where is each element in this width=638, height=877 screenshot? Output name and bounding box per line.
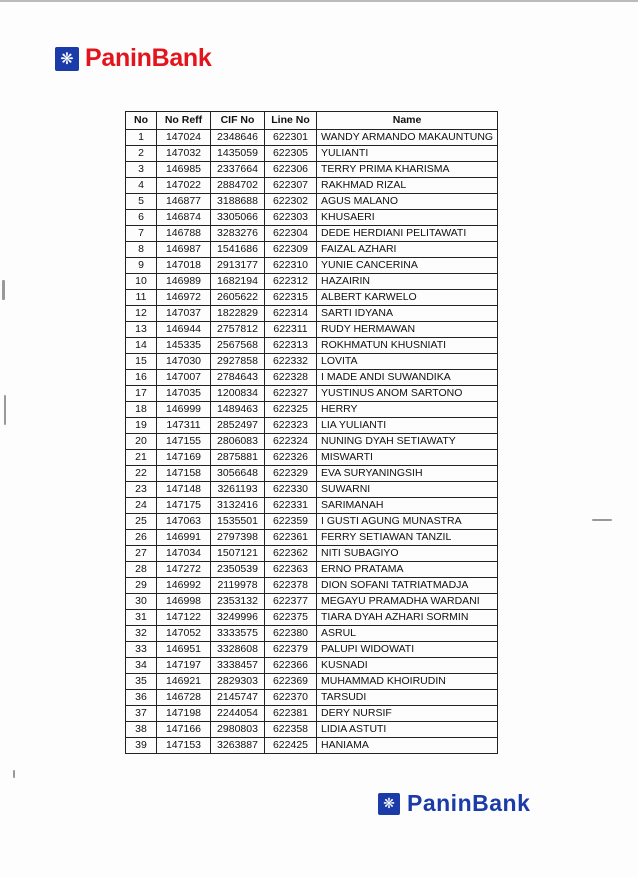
table-row bbox=[126, 226, 498, 242]
row-cif: 3283276 bbox=[211, 226, 265, 242]
row-no: 18 bbox=[126, 402, 157, 418]
table-row bbox=[126, 466, 498, 482]
row-no: 24 bbox=[126, 498, 157, 514]
row-no: 32 bbox=[126, 626, 157, 642]
row-cif: 3132416 bbox=[211, 498, 265, 514]
row-no: 19 bbox=[126, 418, 157, 434]
row-cif: 2337664 bbox=[211, 162, 265, 178]
row-no: 7 bbox=[126, 226, 157, 242]
row-line: 622377 bbox=[265, 594, 317, 610]
row-no: 28 bbox=[126, 562, 157, 578]
table-row bbox=[126, 418, 498, 434]
table-row bbox=[126, 178, 498, 194]
table-row bbox=[126, 658, 498, 674]
cross-logo-icon: ❋ bbox=[378, 793, 400, 815]
row-name: RAKHMAD RIZAL bbox=[317, 178, 498, 194]
row-name: SARIMANAH bbox=[317, 498, 498, 514]
table-row bbox=[126, 562, 498, 578]
row-line: 622328 bbox=[265, 370, 317, 386]
row-cif: 2875881 bbox=[211, 450, 265, 466]
row-no: 14 bbox=[126, 338, 157, 354]
row-name: ALBERT KARWELO bbox=[317, 290, 498, 306]
row-name: SARTI IDYANA bbox=[317, 306, 498, 322]
row-cif: 2829303 bbox=[211, 674, 265, 690]
row-name: TIARA DYAH AZHARI SORMIN bbox=[317, 610, 498, 626]
row-line: 622303 bbox=[265, 210, 317, 226]
row-cif: 3328608 bbox=[211, 642, 265, 658]
row-reff: 146992 bbox=[157, 578, 211, 594]
table-row bbox=[126, 690, 498, 706]
row-no: 8 bbox=[126, 242, 157, 258]
row-cif: 2980803 bbox=[211, 722, 265, 738]
brand-wordmark bbox=[85, 44, 212, 73]
table-row bbox=[126, 722, 498, 738]
row-reff: 147197 bbox=[157, 658, 211, 674]
row-line: 622329 bbox=[265, 466, 317, 482]
table-row bbox=[126, 498, 498, 514]
row-reff: 147198 bbox=[157, 706, 211, 722]
col-cif-header: CIF No bbox=[211, 112, 265, 130]
table-row bbox=[126, 290, 498, 306]
row-line: 622331 bbox=[265, 498, 317, 514]
table-row bbox=[126, 338, 498, 354]
row-reff: 147024 bbox=[157, 130, 211, 146]
table-row bbox=[126, 386, 498, 402]
row-line: 622380 bbox=[265, 626, 317, 642]
table-row bbox=[126, 610, 498, 626]
row-line: 622306 bbox=[265, 162, 317, 178]
row-no: 33 bbox=[126, 642, 157, 658]
row-name: AGUS MALANO bbox=[317, 194, 498, 210]
row-reff: 147158 bbox=[157, 466, 211, 482]
table-row bbox=[126, 242, 498, 258]
row-cif: 2348646 bbox=[211, 130, 265, 146]
row-no: 25 bbox=[126, 514, 157, 530]
row-cif: 1489463 bbox=[211, 402, 265, 418]
col-name-header: Name bbox=[317, 112, 498, 130]
col-line-header: Line No bbox=[265, 112, 317, 130]
table-row bbox=[126, 258, 498, 274]
row-line: 622425 bbox=[265, 738, 317, 754]
row-reff: 147035 bbox=[157, 386, 211, 402]
row-line: 622363 bbox=[265, 562, 317, 578]
row-name: YUSTINUS ANOM SARTONO bbox=[317, 386, 498, 402]
table-row bbox=[126, 354, 498, 370]
row-name: TARSUDI bbox=[317, 690, 498, 706]
row-cif: 3305066 bbox=[211, 210, 265, 226]
table-row bbox=[126, 402, 498, 418]
row-reff: 147007 bbox=[157, 370, 211, 386]
row-name: I MADE ANDI SUWANDIKA bbox=[317, 370, 498, 386]
row-name: YUNIE CANCERINA bbox=[317, 258, 498, 274]
row-no: 26 bbox=[126, 530, 157, 546]
row-line: 622311 bbox=[265, 322, 317, 338]
row-no: 3 bbox=[126, 162, 157, 178]
row-name: FERRY SETIAWAN TANZIL bbox=[317, 530, 498, 546]
table-row bbox=[126, 626, 498, 642]
row-line: 622312 bbox=[265, 274, 317, 290]
row-cif: 2884702 bbox=[211, 178, 265, 194]
row-line: 622304 bbox=[265, 226, 317, 242]
table-row bbox=[126, 514, 498, 530]
row-line: 622325 bbox=[265, 402, 317, 418]
row-line: 622309 bbox=[265, 242, 317, 258]
row-name: FAIZAL AZHARI bbox=[317, 242, 498, 258]
row-no: 38 bbox=[126, 722, 157, 738]
row-no: 27 bbox=[126, 546, 157, 562]
row-line: 622366 bbox=[265, 658, 317, 674]
row-line: 622370 bbox=[265, 690, 317, 706]
row-cif: 3263887 bbox=[211, 738, 265, 754]
row-line: 622330 bbox=[265, 482, 317, 498]
col-reff-header: No Reff bbox=[157, 112, 211, 130]
row-reff: 147175 bbox=[157, 498, 211, 514]
row-cif: 2913177 bbox=[211, 258, 265, 274]
row-no: 21 bbox=[126, 450, 157, 466]
scan-speck bbox=[2, 280, 5, 300]
row-name: RUDY HERMAWAN bbox=[317, 322, 498, 338]
row-reff: 147022 bbox=[157, 178, 211, 194]
row-line: 622323 bbox=[265, 418, 317, 434]
row-reff: 147155 bbox=[157, 434, 211, 450]
row-reff: 147311 bbox=[157, 418, 211, 434]
row-line: 622361 bbox=[265, 530, 317, 546]
row-no: 15 bbox=[126, 354, 157, 370]
row-reff: 147018 bbox=[157, 258, 211, 274]
row-line: 622310 bbox=[265, 258, 317, 274]
row-line: 622375 bbox=[265, 610, 317, 626]
table-row bbox=[126, 434, 498, 450]
table-row bbox=[126, 370, 498, 386]
row-name: TERRY PRIMA KHARISMA bbox=[317, 162, 498, 178]
row-line: 622324 bbox=[265, 434, 317, 450]
row-cif: 1200834 bbox=[211, 386, 265, 402]
row-name: KHUSAERI bbox=[317, 210, 498, 226]
row-reff: 147169 bbox=[157, 450, 211, 466]
row-reff: 146991 bbox=[157, 530, 211, 546]
row-no: 22 bbox=[126, 466, 157, 482]
row-no: 2 bbox=[126, 146, 157, 162]
row-no: 17 bbox=[126, 386, 157, 402]
table-row bbox=[126, 194, 498, 210]
row-no: 34 bbox=[126, 658, 157, 674]
row-name: NITI SUBAGIYO bbox=[317, 546, 498, 562]
row-no: 30 bbox=[126, 594, 157, 610]
row-reff: 146989 bbox=[157, 274, 211, 290]
row-line: 622307 bbox=[265, 178, 317, 194]
table-row bbox=[126, 530, 498, 546]
row-line: 622314 bbox=[265, 306, 317, 322]
row-reff: 146951 bbox=[157, 642, 211, 658]
row-no: 23 bbox=[126, 482, 157, 498]
table-row bbox=[126, 482, 498, 498]
row-no: 1 bbox=[126, 130, 157, 146]
row-cif: 3261193 bbox=[211, 482, 265, 498]
row-reff: 147030 bbox=[157, 354, 211, 370]
row-name: ASRUL bbox=[317, 626, 498, 642]
panin-bank-logo-footer bbox=[378, 790, 530, 817]
row-name: PALUPI WIDOWATI bbox=[317, 642, 498, 658]
row-reff: 146788 bbox=[157, 226, 211, 242]
row-cif: 2605622 bbox=[211, 290, 265, 306]
table-row bbox=[126, 130, 498, 146]
row-reff: 146999 bbox=[157, 402, 211, 418]
row-cif: 2797398 bbox=[211, 530, 265, 546]
row-name: NUNING DYAH SETIAWATY bbox=[317, 434, 498, 450]
row-no: 39 bbox=[126, 738, 157, 754]
row-reff: 146987 bbox=[157, 242, 211, 258]
table-row bbox=[126, 674, 498, 690]
row-cif: 1541686 bbox=[211, 242, 265, 258]
table-row bbox=[126, 738, 498, 754]
row-line: 622369 bbox=[265, 674, 317, 690]
row-name: MISWARTI bbox=[317, 450, 498, 466]
row-line: 622379 bbox=[265, 642, 317, 658]
row-name: LIDIA ASTUTI bbox=[317, 722, 498, 738]
row-line: 622359 bbox=[265, 514, 317, 530]
row-cif: 2784643 bbox=[211, 370, 265, 386]
row-name: SUWARNI bbox=[317, 482, 498, 498]
row-cif: 3333575 bbox=[211, 626, 265, 642]
row-cif: 1507121 bbox=[211, 546, 265, 562]
row-cif: 1435059 bbox=[211, 146, 265, 162]
row-line: 622362 bbox=[265, 546, 317, 562]
row-no: 11 bbox=[126, 290, 157, 306]
row-name: KUSNADI bbox=[317, 658, 498, 674]
table-row bbox=[126, 546, 498, 562]
row-reff: 146972 bbox=[157, 290, 211, 306]
row-name: HANIAMA bbox=[317, 738, 498, 754]
row-name: ROKHMATUN KHUSNIATI bbox=[317, 338, 498, 354]
table-row bbox=[126, 146, 498, 162]
row-reff: 146985 bbox=[157, 162, 211, 178]
row-reff: 145335 bbox=[157, 338, 211, 354]
col-no-header: No bbox=[126, 112, 157, 130]
table-row bbox=[126, 210, 498, 226]
row-no: 4 bbox=[126, 178, 157, 194]
row-name: DEDE HERDIANI PELITAWATI bbox=[317, 226, 498, 242]
row-reff: 146998 bbox=[157, 594, 211, 610]
row-no: 16 bbox=[126, 370, 157, 386]
row-cif: 1535501 bbox=[211, 514, 265, 530]
row-no: 13 bbox=[126, 322, 157, 338]
row-name: DERY NURSIF bbox=[317, 706, 498, 722]
row-reff: 146874 bbox=[157, 210, 211, 226]
row-no: 37 bbox=[126, 706, 157, 722]
row-line: 622305 bbox=[265, 146, 317, 162]
row-name: MUHAMMAD KHOIRUDIN bbox=[317, 674, 498, 690]
participant-table bbox=[125, 111, 498, 754]
row-cif: 2852497 bbox=[211, 418, 265, 434]
row-name: MEGAYU PRAMADHA WARDANI bbox=[317, 594, 498, 610]
row-reff: 147153 bbox=[157, 738, 211, 754]
row-line: 622326 bbox=[265, 450, 317, 466]
row-reff: 147032 bbox=[157, 146, 211, 162]
table-row bbox=[126, 162, 498, 178]
scan-speck bbox=[592, 519, 612, 521]
row-cif: 2244054 bbox=[211, 706, 265, 722]
row-line: 622315 bbox=[265, 290, 317, 306]
row-cif: 2806083 bbox=[211, 434, 265, 450]
table-row bbox=[126, 642, 498, 658]
row-cif: 3056648 bbox=[211, 466, 265, 482]
scan-speck bbox=[13, 770, 15, 778]
row-no: 5 bbox=[126, 194, 157, 210]
row-reff: 147272 bbox=[157, 562, 211, 578]
row-reff: 146728 bbox=[157, 690, 211, 706]
table-row bbox=[126, 306, 498, 322]
row-cif: 2927858 bbox=[211, 354, 265, 370]
row-name: LOVITA bbox=[317, 354, 498, 370]
row-no: 6 bbox=[126, 210, 157, 226]
scan-edge bbox=[0, 0, 638, 2]
table-body bbox=[126, 130, 498, 754]
row-reff: 147166 bbox=[157, 722, 211, 738]
brand-left: Panin bbox=[85, 44, 152, 72]
row-reff: 146944 bbox=[157, 322, 211, 338]
row-name: DION SOFANI TATRIATMADJA bbox=[317, 578, 498, 594]
row-reff: 147052 bbox=[157, 626, 211, 642]
row-line: 622301 bbox=[265, 130, 317, 146]
table-row bbox=[126, 706, 498, 722]
row-line: 622302 bbox=[265, 194, 317, 210]
row-no: 9 bbox=[126, 258, 157, 274]
table-row bbox=[126, 594, 498, 610]
row-reff: 146877 bbox=[157, 194, 211, 210]
row-cif: 1822829 bbox=[211, 306, 265, 322]
row-reff: 147063 bbox=[157, 514, 211, 530]
brand-right: Bank bbox=[151, 44, 212, 72]
row-cif: 3249996 bbox=[211, 610, 265, 626]
row-reff: 147148 bbox=[157, 482, 211, 498]
cross-logo-icon: ❋ bbox=[55, 47, 79, 71]
row-cif: 2145747 bbox=[211, 690, 265, 706]
row-line: 622381 bbox=[265, 706, 317, 722]
row-line: 622327 bbox=[265, 386, 317, 402]
row-no: 10 bbox=[126, 274, 157, 290]
row-reff: 146921 bbox=[157, 674, 211, 690]
panin-bank-logo-header bbox=[55, 44, 212, 73]
row-name: I GUSTI AGUNG MUNASTRA bbox=[317, 514, 498, 530]
row-name: YULIANTI bbox=[317, 146, 498, 162]
row-line: 622378 bbox=[265, 578, 317, 594]
row-no: 36 bbox=[126, 690, 157, 706]
table-row bbox=[126, 450, 498, 466]
table-row bbox=[126, 274, 498, 290]
row-name: HAZAIRIN bbox=[317, 274, 498, 290]
row-name: HERRY bbox=[317, 402, 498, 418]
row-cif: 2119978 bbox=[211, 578, 265, 594]
row-name: LIA YULIANTI bbox=[317, 418, 498, 434]
row-cif: 2757812 bbox=[211, 322, 265, 338]
row-cif: 2567568 bbox=[211, 338, 265, 354]
row-cif: 2350539 bbox=[211, 562, 265, 578]
row-no: 35 bbox=[126, 674, 157, 690]
table-row bbox=[126, 578, 498, 594]
row-reff: 147034 bbox=[157, 546, 211, 562]
table-header-row bbox=[126, 112, 498, 130]
row-no: 12 bbox=[126, 306, 157, 322]
row-cif: 1682194 bbox=[211, 274, 265, 290]
row-no: 20 bbox=[126, 434, 157, 450]
footer-wordmark: PaninBank bbox=[407, 790, 531, 816]
row-cif: 3188688 bbox=[211, 194, 265, 210]
row-cif: 2353132 bbox=[211, 594, 265, 610]
row-line: 622332 bbox=[265, 354, 317, 370]
scan-speck bbox=[4, 395, 6, 425]
row-name: ERNO PRATAMA bbox=[317, 562, 498, 578]
row-name: EVA SURYANINGSIH bbox=[317, 466, 498, 482]
row-no: 29 bbox=[126, 578, 157, 594]
row-cif: 3338457 bbox=[211, 658, 265, 674]
row-line: 622313 bbox=[265, 338, 317, 354]
table-row bbox=[126, 322, 498, 338]
row-no: 31 bbox=[126, 610, 157, 626]
row-line: 622358 bbox=[265, 722, 317, 738]
row-name: WANDY ARMANDO MAKAUNTUNG bbox=[317, 130, 498, 146]
row-reff: 147122 bbox=[157, 610, 211, 626]
row-reff: 147037 bbox=[157, 306, 211, 322]
